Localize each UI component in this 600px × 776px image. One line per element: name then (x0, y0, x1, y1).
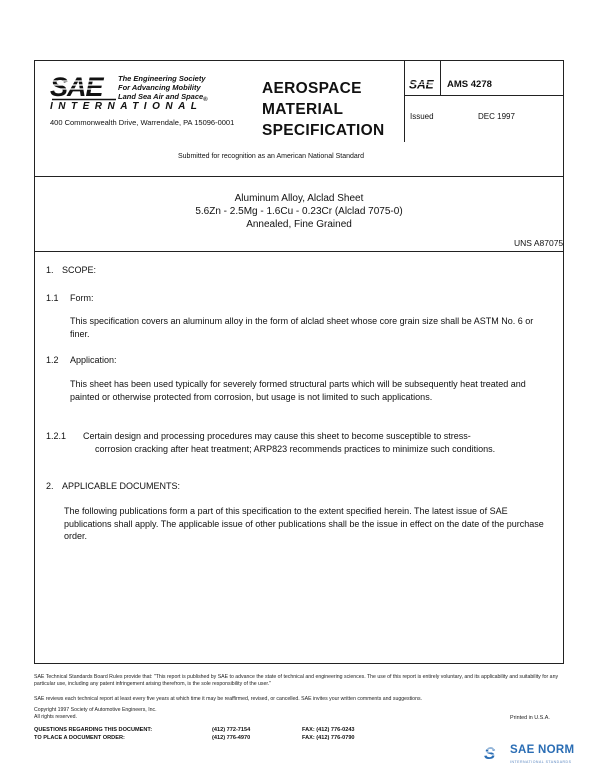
doc-type-line-3: SPECIFICATION (262, 122, 385, 139)
divider-vertical (404, 60, 405, 142)
issued-date: DEC 1997 (478, 112, 515, 121)
questions-label: QUESTIONS REGARDING THIS DOCUMENT: (34, 727, 153, 733)
sae-small-logo-icon (409, 78, 437, 90)
svg-text:S: S (484, 744, 495, 763)
questions-fax: FAX: (412) 776-0243 (302, 727, 355, 733)
divider-horizontal-small (404, 95, 564, 96)
divider-vertical-small (440, 60, 441, 95)
footer-printed: Printed in U.S.A. (510, 715, 550, 721)
doc-type-line-1: AEROSPACE (262, 80, 362, 97)
watermark-tagline: INTERNATIONAL STANDARDS (510, 760, 572, 764)
uns-number: UNS A87075 (514, 238, 564, 248)
doc-type-line-2: MATERIAL (262, 101, 344, 118)
section-2-number: 2. (46, 481, 54, 491)
registered-mark: ® (203, 97, 208, 103)
footer-disclaimer-1: SAE Technical Standards Board Rules provide that: "This report is published by SAE to advance the state of technical and engineering sciences. The use of this report is entirely voluntary, and its applicability and suitability for any particular use, including any patent infringement arising therefrom, is the sole responsibility of the user." (34, 674, 559, 687)
section-2-text: The following publications form a part of this specification to the extent specified herein. The latest issue of SAE publications shall apply. The applicable issue of other publications shall be the issue in effect on the date of the purchase order. (64, 506, 544, 541)
section-1-2-title: Application: (70, 355, 117, 365)
questions-phone: (412) 772-7154 (212, 727, 251, 733)
org-line-3: Land Sea Air and Space$_®$ (118, 92, 208, 103)
section-1-2-number: 1.2 (46, 355, 59, 365)
svg-text:SAE: SAE (50, 72, 103, 102)
footer-rights: All rights reserved. (34, 714, 77, 720)
watermark-name: SAE NORM (510, 744, 575, 756)
title-line-2: 5.6Zn - 2.5Mg - 1.6Cu - 0.23Cr (Alclad 7075-0) (195, 206, 403, 217)
footer-copyright: Copyright 1997 Society of Automotive Engineers, Inc. (34, 707, 157, 713)
submitted-note: Submitted for recognition as an American National Standard (178, 153, 364, 160)
section-1-2-text: This sheet has been used typically for severely formed structural parts which will be subsequently heat treated and painted or otherwise protected from corrosion, but usage is not limited to such applications. (70, 379, 526, 402)
address: 400 Commonwealth Drive, Warrendale, PA 15096-0001 (50, 118, 235, 127)
order-phone: (412) 776-4970 (212, 735, 251, 741)
section-1-1-text: This specification covers an aluminum alloy in the form of alclad sheet whose core grain size shall be ASTM No. 6 or finer. (70, 316, 534, 339)
document-type (262, 78, 384, 141)
order-fax: FAX: (412) 776-0790 (302, 735, 355, 741)
section-1-1-title: Form: (70, 293, 94, 303)
section-1-number: 1. (46, 265, 54, 275)
section-1-2-1-number: 1.2.1 (46, 431, 67, 441)
section-1-2-1-line-1: Certain design and processing procedures may cause this sheet to become susceptible to stress- (83, 431, 471, 441)
spec-number: AMS 4278 (447, 79, 492, 90)
title-line-1: Aluminum Alloy, Alclad Sheet (234, 193, 364, 204)
section-1-2-1-rest: corrosion cracking after heat treatment; ARP823 recommends practices to minimize such conditions. (95, 443, 496, 454)
footer-disclaimer-2: SAE reviews each technical report at least every five years at which time it may be reaffirmed, revised, or cancelled. SAE invites your written comments and suggestions. (34, 696, 422, 702)
section-1-2-1-text (83, 430, 553, 455)
section-1-1-number: 1.1 (46, 293, 59, 303)
org-line-1: The Engineering Society (118, 74, 206, 83)
title-divider (34, 251, 564, 252)
title-line-3: Annealed, Fine Grained (246, 219, 352, 230)
issued-label: Issued (410, 112, 434, 121)
international-wordmark: INTERNATIONAL (50, 101, 203, 112)
section-2-title: APPLICABLE DOCUMENTS: (62, 481, 181, 491)
svg-text:SAE: SAE (409, 78, 434, 90)
order-label: TO PLACE A DOCUMENT ORDER: (34, 735, 125, 741)
section-1-title: SCOPE: (62, 265, 97, 275)
org-line-2: For Advancing Mobility (118, 83, 201, 92)
document-title (34, 192, 564, 231)
